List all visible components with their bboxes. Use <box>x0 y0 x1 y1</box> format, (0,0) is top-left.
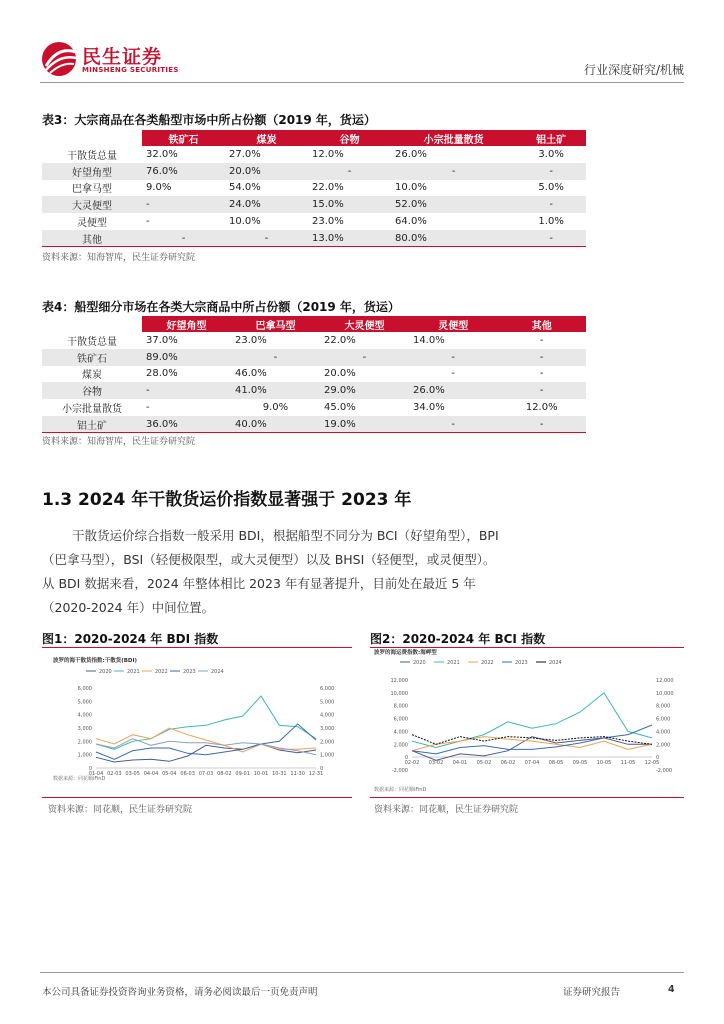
table-cell: 80.0% <box>391 230 516 247</box>
x-tick-label: 01-04 <box>88 771 104 777</box>
logo-text-en: MINSHENG SECURITIES <box>82 66 179 74</box>
table4-source: 资料来源：知海智库，民生证券研究院 <box>42 437 196 447</box>
table-row <box>42 416 586 433</box>
series-line-2023 <box>96 724 316 759</box>
legend-label-2021: 2021 <box>447 660 460 666</box>
x-tick-label: 10-01 <box>253 771 269 777</box>
y-tick-left: 6,000 <box>393 716 408 723</box>
table-cell: - <box>516 196 586 213</box>
x-tick-label: 12-05 <box>644 760 660 766</box>
chart-title: 波罗的海干散货指数:干散货(BDI) <box>53 658 138 664</box>
minsheng-logo <box>40 40 200 80</box>
table3-col-3: 谷物 <box>308 130 391 146</box>
table-cell: - <box>497 349 586 366</box>
chart-title: 波罗的海运费指数:海岬型 <box>374 650 437 656</box>
x-tick-label: 03-05 <box>125 771 140 777</box>
x-tick-label: 03-02 <box>428 760 444 766</box>
footer-report-type: 证券研究报告 <box>563 987 621 998</box>
table-row <box>42 230 586 247</box>
table-cell: - <box>539 334 544 346</box>
table4-col-0 <box>42 316 142 332</box>
x-tick-label: 04-01 <box>452 760 468 766</box>
y-tick-right: 4,000 <box>656 729 671 736</box>
table-cell: 10.0% <box>229 216 261 228</box>
y-tick-left: 0 <box>404 755 408 762</box>
y-tick-right: 6,000 <box>320 686 335 692</box>
table-cell: 52.0% <box>391 196 516 213</box>
table-cell: - <box>231 349 320 366</box>
legend-label-2020: 2020 <box>99 669 112 675</box>
minsheng-logo-icon <box>40 40 80 78</box>
table3-title: 表3：大宗商品在各类船型市场中所占份额（2019 年，货运） <box>42 113 376 127</box>
paragraph-line-3: 从 BDI 数据来看，2024 年整体相比 2023 年有显著提升，目前处在最近 5 年 <box>42 576 476 591</box>
table-cell: 20.0% <box>225 163 308 180</box>
y-tick-left: 10,000 <box>390 690 408 697</box>
table-cell: 22.0% <box>323 334 356 346</box>
table-cell: - <box>539 368 544 380</box>
table-row-header: 谷物 <box>42 382 142 399</box>
bci-chart <box>372 648 682 794</box>
table-cell: 15.0% <box>308 196 391 213</box>
table3-col-4: 小宗批量散货 <box>391 130 516 146</box>
legend-label-2023: 2023 <box>183 669 196 675</box>
table-cell: 10.0% <box>395 182 427 194</box>
table-cell: - <box>146 216 150 228</box>
series-line-2020 <box>96 744 316 762</box>
table4-col-4: 灵便型 <box>409 316 498 332</box>
table-cell: - <box>516 230 586 247</box>
table-cell: 37.0% <box>146 334 178 346</box>
y-tick-right: 1,000 <box>320 752 335 759</box>
table-cell: 23.0% <box>234 334 267 346</box>
table-row <box>42 180 586 197</box>
table-cell: 46.0% <box>234 368 267 380</box>
y-tick-right: 0 <box>320 766 324 772</box>
table-row-header: 小宗批量散货 <box>62 404 122 416</box>
table-cell: 76.0% <box>142 163 225 180</box>
table-row-header: 煤炭 <box>82 370 102 382</box>
table-cell: 36.0% <box>142 416 231 433</box>
y-tick-right: 2,000 <box>656 742 671 749</box>
table-row <box>42 382 586 399</box>
paragraph-line-2: （巴拿马型），BSI（轻便极限型，或大灵便型）以及 BHSI（轻便型，或灵便型）。 <box>42 552 496 567</box>
table-cell: - <box>142 196 225 213</box>
series-line-2023 <box>412 725 652 754</box>
report-category: 行业深度研究/机械 <box>583 63 684 77</box>
table-cell: 34.0% <box>412 402 445 414</box>
table-cell: 13.0% <box>308 230 391 247</box>
table-row-header: 大灵便型 <box>42 196 142 213</box>
x-tick-label: 08-05 <box>548 760 564 766</box>
y-tick-right: 0 <box>656 755 660 762</box>
table-cell: 32.0% <box>146 148 178 160</box>
table-row-header: 巴拿马型 <box>72 184 112 196</box>
y-tick-left: 2,000 <box>393 742 408 749</box>
table-row <box>42 332 586 349</box>
y-tick-left: -2,000 <box>391 768 408 774</box>
legend-label-2024: 2024 <box>549 660 562 666</box>
y-tick-right: 5,000 <box>320 699 335 706</box>
table-cell: 45.0% <box>323 402 356 414</box>
x-tick-label: 09-01 <box>235 771 250 777</box>
table-cell: - <box>516 163 586 180</box>
legend-label-2022: 2022 <box>481 660 494 666</box>
table-cell: - <box>142 230 225 247</box>
table-row-header: 铝土矿 <box>42 416 142 433</box>
figure2-source: 资料来源：同花顺，民生证券研究院 <box>374 805 519 815</box>
table-cell: 64.0% <box>395 216 427 228</box>
y-tick-right: 3,000 <box>320 726 335 732</box>
table-cell: 24.0% <box>225 196 308 213</box>
table-cell: 29.0% <box>320 382 409 399</box>
table-row-header: 铁矿石 <box>42 349 142 366</box>
table-cell: 23.0% <box>312 216 344 228</box>
table-cell: - <box>409 416 498 433</box>
table-cell: 9.0% <box>146 182 172 194</box>
table3 <box>42 130 586 247</box>
table-row-header: 干散货总量 <box>67 150 117 162</box>
table3-col-5: 铝土矿 <box>516 130 586 146</box>
footer-disclaimer: 本公司具备证券投资咨询业务资格，请务必阅读最后一页免责声明 <box>42 987 318 998</box>
y-tick-left: 8,000 <box>393 703 408 710</box>
x-tick-label: 05-04 <box>162 771 177 777</box>
x-tick-label: 11-30 <box>290 771 305 777</box>
y-tick-left: 2,000 <box>77 739 92 746</box>
y-tick-left: 6,000 <box>77 686 92 692</box>
table-cell: 54.0% <box>229 182 261 194</box>
page-header <box>0 0 724 90</box>
section-heading: 1.3 2024 年干散货运价指数显著强于 2023 年 <box>42 490 412 510</box>
table4-col-5: 其他 <box>497 316 586 332</box>
table-cell: 22.0% <box>312 182 344 194</box>
table-row <box>42 213 586 230</box>
figure2-bottom-rule <box>370 797 684 798</box>
y-tick-left: 5,000 <box>77 699 92 706</box>
x-tick-label: 04-04 <box>143 771 159 777</box>
x-tick-label: 05-02 <box>476 760 492 766</box>
table-cell: - <box>320 349 409 366</box>
legend-label-2021: 2021 <box>127 669 140 675</box>
x-tick-label: 10-05 <box>596 760 612 766</box>
table-cell: 41.0% <box>231 382 320 399</box>
table-cell: - <box>391 163 516 180</box>
x-tick-label: 12-31 <box>308 771 324 777</box>
figure1-top-rule <box>42 647 352 648</box>
y-tick-left: 4,000 <box>393 729 408 736</box>
table-cell: 3.0% <box>538 148 564 160</box>
table3-header-row <box>42 130 586 146</box>
table4-col-2: 巴拿马型 <box>231 316 320 332</box>
x-tick-label: 02-03 <box>107 771 122 777</box>
x-tick-label: 06-03 <box>180 771 195 777</box>
header-divider <box>40 82 684 83</box>
table-cell: - <box>308 163 391 180</box>
table-row <box>42 163 586 180</box>
table-cell: - <box>146 402 150 414</box>
logo-text-cn: 民生证券 <box>82 46 163 68</box>
table-cell: 5.0% <box>538 182 564 194</box>
y-tick-right: 2,000 <box>320 739 335 746</box>
y-tick-left: 1,000 <box>77 752 92 759</box>
x-tick-label: 10-31 <box>272 771 287 777</box>
series-line-2021 <box>96 696 316 749</box>
table-cell: 9.0% <box>262 402 289 414</box>
table-cell: 26.0% <box>409 382 498 399</box>
table4-header-row <box>42 316 586 332</box>
table-row <box>42 349 586 366</box>
figure2-title: 图2：2020-2024 年 BCI 指数 <box>370 632 546 646</box>
table-cell: 27.0% <box>229 148 261 160</box>
legend-label-2022: 2022 <box>155 669 168 675</box>
figure1-bottom-rule <box>42 797 352 798</box>
paragraph-line-4: （2020-2024 年）中间位置。 <box>42 600 215 615</box>
legend-label-2024: 2024 <box>211 669 224 675</box>
table4-col-1: 好望角型 <box>142 316 231 332</box>
legend-label-2023: 2023 <box>515 660 528 666</box>
chart-data-source: 数据来源：同花顺iFinD <box>53 776 106 782</box>
table-cell: 26.0% <box>395 148 427 160</box>
table-row <box>42 366 586 383</box>
y-tick-right: 12,000 <box>656 678 674 684</box>
table-cell: 28.0% <box>146 368 178 380</box>
table-cell: - <box>451 368 455 380</box>
x-tick-label: 02-02 <box>404 760 420 766</box>
table-cell: 12.0% <box>525 402 558 414</box>
table-row <box>42 399 586 416</box>
y-tick-left: 0 <box>88 766 92 772</box>
bci-chart-svg <box>372 648 682 794</box>
table-cell: - <box>497 416 586 433</box>
figure1-title: 图1：2020-2024 年 BDI 指数 <box>42 632 219 646</box>
table-cell: 40.0% <box>231 416 320 433</box>
legend-label-2020: 2020 <box>413 660 426 666</box>
table3-col-1: 铁矿石 <box>142 130 225 146</box>
table-row-header: 好望角型 <box>42 163 142 180</box>
table-row <box>42 196 586 213</box>
y-tick-right: 10,000 <box>656 690 674 697</box>
table-cell: - <box>225 230 308 247</box>
x-tick-label: 07-03 <box>198 771 214 777</box>
y-tick-right: 8,000 <box>656 703 671 710</box>
table3-col-0 <box>42 130 142 146</box>
y-tick-left: 4,000 <box>77 712 92 719</box>
bdi-chart-svg <box>48 652 348 782</box>
table-cell: 14.0% <box>412 334 445 346</box>
table4 <box>42 316 586 433</box>
table-cell: 20.0% <box>323 368 356 380</box>
table4-col-3: 大灵便型 <box>320 316 409 332</box>
x-tick-label: 07-04 <box>524 760 540 766</box>
table-cell: 12.0% <box>312 148 344 160</box>
page-number: 4 <box>668 984 675 995</box>
table-row <box>42 146 586 163</box>
paragraph-line-1: 干散货运价综合指数一般采用 BDI，根据船型不同分为 BCI（好望角型），BPI <box>72 528 499 543</box>
table-cell: - <box>409 349 498 366</box>
y-tick-left: 3,000 <box>77 726 92 732</box>
y-tick-right: -2,000 <box>656 768 673 774</box>
table4-title: 表4：船型细分市场在各类大宗商品中所占份额（2019 年，货运） <box>42 300 400 314</box>
table-row-header: 灵便型 <box>77 218 107 230</box>
bdi-chart <box>48 652 348 782</box>
table3-col-2: 煤炭 <box>225 130 308 146</box>
x-tick-label: 09-05 <box>572 760 588 766</box>
y-tick-left: 12,000 <box>390 678 408 684</box>
chart-data-source: 数据来源：同花顺iFinD <box>374 787 427 793</box>
table-cell: - <box>497 382 586 399</box>
y-tick-right: 4,000 <box>320 712 335 719</box>
table-cell: 1.0% <box>538 216 564 228</box>
table-row-header: 干散货总量 <box>67 336 117 348</box>
table-cell: - <box>142 382 231 399</box>
table-cell: 89.0% <box>142 349 231 366</box>
y-tick-right: 6,000 <box>656 716 671 723</box>
x-tick-label: 11-05 <box>620 760 636 766</box>
table-cell: 19.0% <box>320 416 409 433</box>
table-row-header: 其他 <box>42 230 142 247</box>
figure1-source: 资料来源：同花顺，民生证券研究院 <box>48 805 193 815</box>
table3-source: 资料来源：知海智库，民生证券研究院 <box>42 253 196 263</box>
x-tick-label: 08-02 <box>217 771 232 777</box>
x-tick-label: 06-02 <box>500 760 516 766</box>
footer-divider <box>40 972 684 973</box>
